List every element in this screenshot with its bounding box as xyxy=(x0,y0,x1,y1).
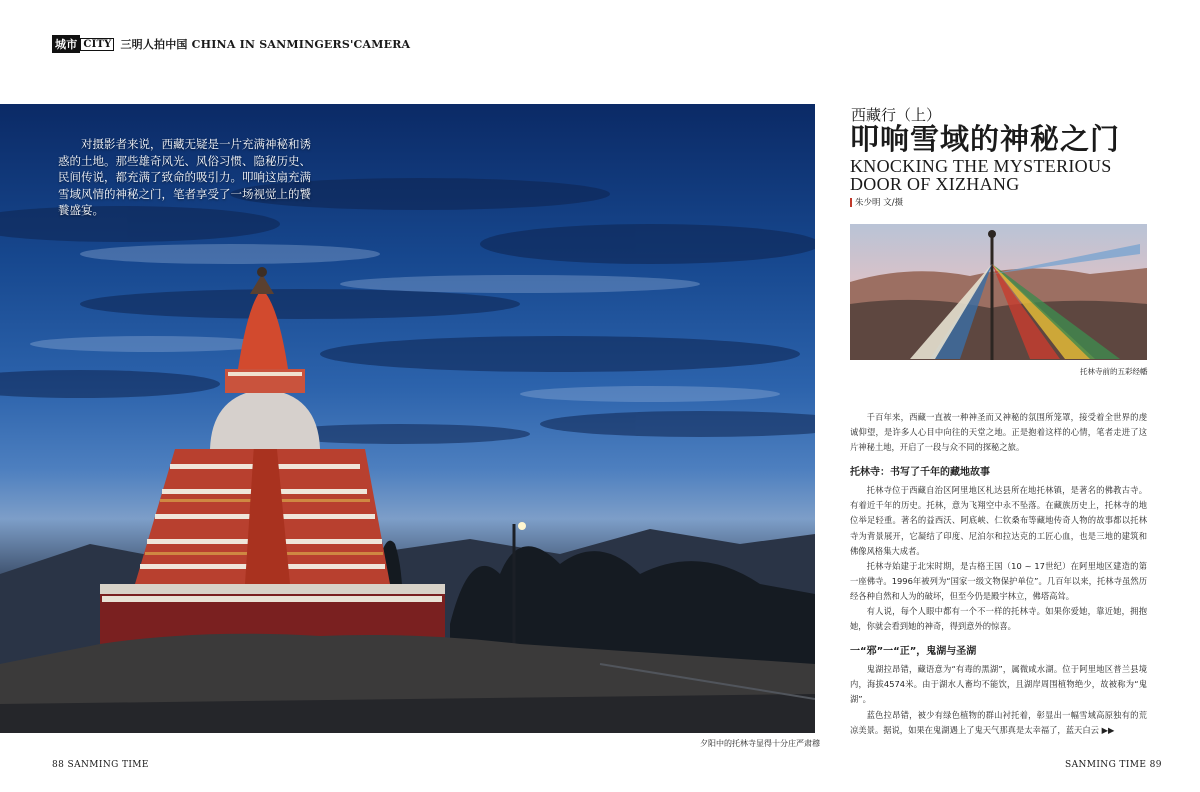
article-kicker: 西藏行（上） xyxy=(851,106,942,124)
byline-marker xyxy=(850,198,852,207)
paragraph-last xyxy=(850,708,1147,738)
byline-text: 朱少明 文/摄 xyxy=(855,198,904,208)
small-photo-caption: 托林寺前的五彩经幡 xyxy=(1080,367,1148,376)
article-title-en-line2: DOOR OF XIZHANG xyxy=(850,174,1020,194)
paragraph: 千百年来，西藏一直被一种神圣而又神秘的氛围所笼罩，接受着全世界的虔诚仰望，是许多人心目中向往的天堂之地。正是抱着这样的心情，笔者走进了这片神秘土地，开启了一段与众不同的探秘之旅。 xyxy=(850,412,1147,453)
article-title-en-line1: KNOCKING THE MYSTERIOUS xyxy=(850,156,1112,176)
section-heading-lakes: 一“邪”一“正”，鬼湖与圣湖 xyxy=(850,646,977,658)
article-title-cn: 叩响雪域的神秘之门 xyxy=(850,122,1121,156)
byline xyxy=(850,196,903,208)
running-header xyxy=(52,36,410,52)
column-title: 三明人拍中国 CHINA IN SANMINGERS'CAMERA xyxy=(120,38,411,51)
photo-caption: 夕阳中的托林寺显得十分庄严肃穆 xyxy=(700,739,820,748)
intro-text: 对摄影者来说，西藏无疑是一片充满神秘和诱惑的土地。那些雄奇风光、风俗习惯、隐秘历史、民间传说，都充满了致命的吸引力。叩响这扇充满雪域风情的神秘之门，笔者享受了一场视觉上的饕餮盛宴。 xyxy=(58,137,311,217)
section-heading-tholing: 托林寺：书写了千年的藏地故事 xyxy=(850,467,990,479)
article-body xyxy=(850,410,1147,738)
paragraph: 鬼湖拉昂错，藏语意为“有毒的黑湖”，属微咸水湖。位于阿里地区普兰县境内，海拔4574米。由于湖水人畜均不能饮，且湖岸周围植物绝少，故被称为“鬼湖”。 xyxy=(850,664,1147,705)
prayer-flags-illustration xyxy=(850,224,1147,360)
continue-arrow-icon: ▶▶ xyxy=(1101,724,1115,735)
section-tag xyxy=(52,35,114,53)
section-tag-en: CITY xyxy=(80,38,114,51)
article-title-en xyxy=(850,157,1160,193)
folio-left: 88 SANMING TIME xyxy=(52,760,149,770)
paragraph-text: 蓝色拉昂错，被少有绿色植物的群山衬托着，彰显出一幅雪域高原独有的荒凉美景。据说，如果在鬼湖遇上了鬼天气那真是太幸福了，蓝天白云 xyxy=(850,709,1147,735)
paragraph: 托林寺位于西藏自治区阿里地区札达县所在地托林镇，是著名的佛教古寺。有着近千年的历史。托林，意为飞翔空中永不坠落。在藏族历史上，托林寺的地位举足轻重。著名的益西沃、阿底峡、仁钦桑布等藏地传奇人物的故事都以托林寺为背景展开，它凝结了印度、尼泊尔和拉达克的工匠心血，也是三地的建筑和佛像风格集大成者。 xyxy=(850,485,1147,556)
section-tag-cn: 城市 xyxy=(52,35,80,53)
paragraph: 有人说，每个人眼中都有一个不一样的托林寺。如果你爱她，靠近她，拥抱她，你就会看到她的神奇，得到意外的惊喜。 xyxy=(850,606,1147,632)
prayer-flags-photo xyxy=(850,224,1147,360)
folio-right: SANMING TIME 89 xyxy=(1065,760,1162,770)
paragraph: 托林寺始建于北宋时期，是古格王国（10 ~ 17世纪）在阿里地区建造的第一座佛寺。1996年被列为“国家一级文物保护单位”。几百年以来，托林寺虽然历经各种自然和人为的破坏，但至今仍是殿宇林立，佛塔高耸。 xyxy=(850,560,1147,601)
